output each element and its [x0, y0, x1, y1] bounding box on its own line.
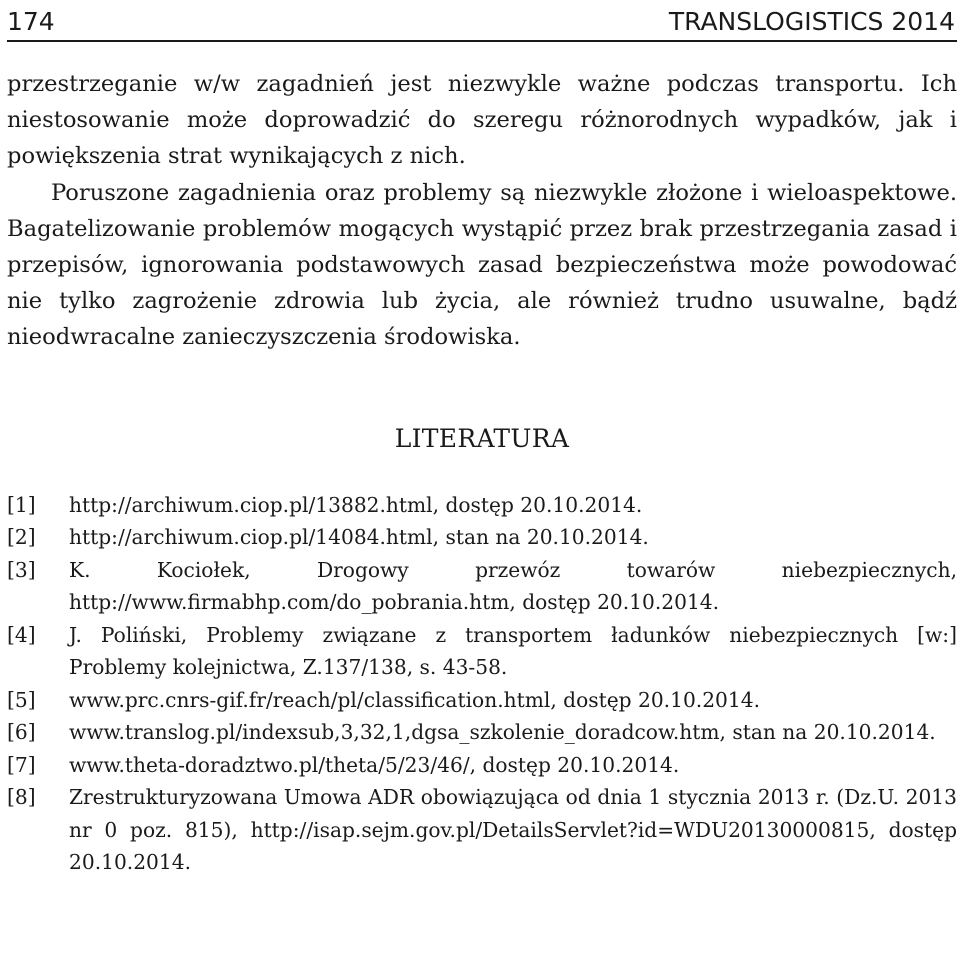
reference-item — [7, 781, 957, 879]
reference-text: Zrestrukturyzowana Umowa ADR obowiązująca od dnia 1 stycznia 2013 r. (Dz.U. 2013 nr 0 poz. 815), http://isap.sejm.gov.pl/DetailsServlet?id=WDU20130000815, dostęp 20.10.2014. — [69, 785, 957, 875]
journal-title: TRANSLOGISTICS 2014 — [668, 7, 955, 36]
reference-item — [7, 684, 957, 717]
reference-item — [7, 716, 957, 749]
paragraph: przestrzeganie w/w zagadnień jest niezwykle ważne podczas transportu. Ich niestosowanie może doprowadzić do szeregu różnorodnych wypadków, jak i powiększenia strat wynikających z nich. — [7, 71, 957, 170]
reference-text: http://archiwum.ciop.pl/14084.html, stan na 20.10.2014. — [69, 525, 649, 550]
reference-number: [7] — [7, 752, 36, 777]
running-header — [7, 0, 957, 36]
reference-number: [3] — [7, 557, 36, 582]
reference-item — [7, 619, 957, 684]
reference-text: www.translog.pl/indexsub,3,32,1,dgsa_szkolenie_doradcow.htm, stan na 20.10.2014. — [69, 720, 936, 745]
reference-number: [6] — [7, 720, 36, 745]
reference-number: [5] — [7, 687, 36, 712]
reference-number: [2] — [7, 525, 36, 550]
reference-text: K. Kociołek, Drogowy przewóz towarów niebezpiecznych, http://www.firmabhp.com/do_pobrania.htm, dostęp 20.10.2014. — [69, 557, 957, 615]
reference-number: [4] — [7, 622, 36, 647]
reference-item — [7, 489, 957, 522]
reference-text: www.theta-doradztwo.pl/theta/5/23/46/, dostęp 20.10.2014. — [69, 752, 680, 777]
reference-text: www.prc.cnrs-gif.fr/reach/pl/classification.html, dostęp 20.10.2014. — [69, 687, 760, 712]
reference-text: http://archiwum.ciop.pl/13882.html, dostęp 20.10.2014. — [69, 492, 643, 517]
paragraph: Poruszone zagadnienia oraz problemy są niezwykle złożone i wieloaspektowe. Bagatelizowanie problemów mogących wystąpić przez brak przestrzegania zasad i przepisów, ignorowania podstawowych zasad bezpieczeństwa może powodować nie tylko zagrożenie zdrowia lub życia, ale również trudno usuwalne, bądź nieodwracalne zanieczyszczenia środowiska. — [7, 179, 957, 351]
page-number: 174 — [7, 7, 55, 36]
references-list — [7, 489, 957, 879]
body-text — [7, 66, 957, 356]
reference-item — [7, 554, 957, 619]
reference-number: [1] — [7, 492, 36, 517]
reference-item — [7, 749, 957, 782]
reference-text: J. Poliński, Problemy związane z transportem ładunków niebezpiecznych [w:] Problemy kolejnictwa, Z.137/138, s. 43-58. — [69, 622, 957, 680]
header-rule — [7, 40, 957, 42]
references-heading: LITERATURA — [394, 423, 570, 453]
document-page — [7, 0, 957, 879]
reference-number: [8] — [7, 785, 36, 810]
reference-item — [7, 521, 957, 554]
